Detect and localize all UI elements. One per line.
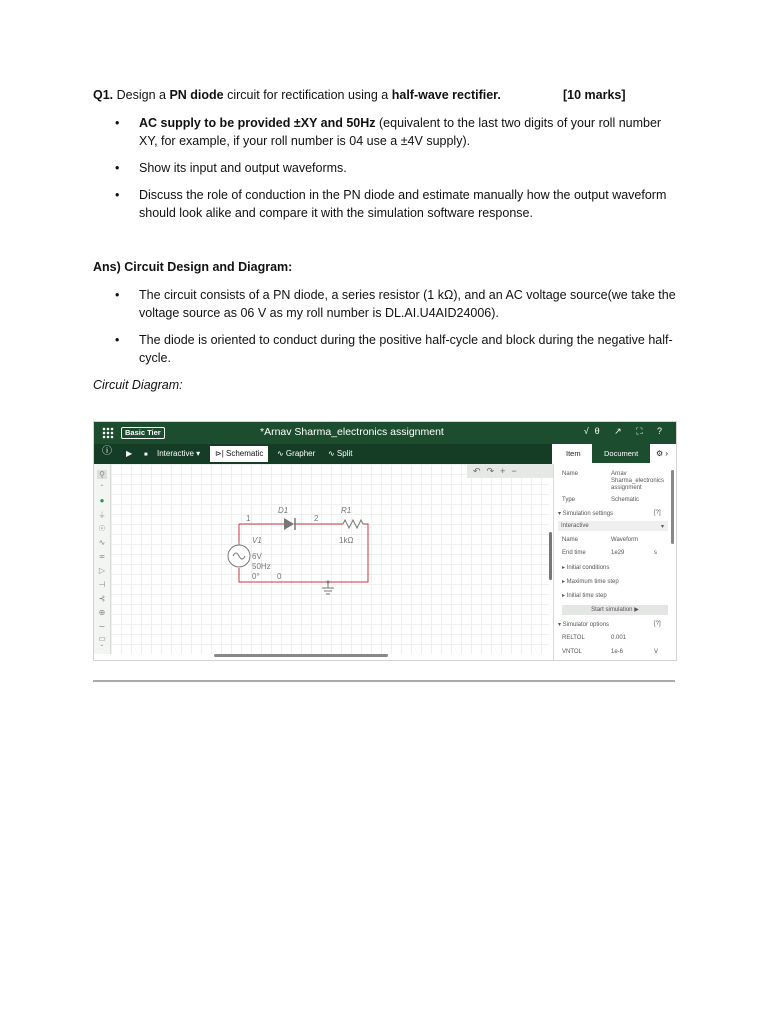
stop-icon[interactable]: ■ (144, 452, 148, 458)
canvas-tools[interactable]: ↶↷+− (467, 464, 553, 478)
mode-dropdown[interactable]: Interactive ▾ (157, 449, 201, 458)
reltol-label: RELTOL (562, 635, 585, 641)
tab-document[interactable]: Document (592, 444, 650, 463)
circuit-diagram (111, 464, 549, 654)
component-palette (94, 464, 111, 654)
question-text-1: Design a (113, 88, 170, 102)
simulator-options-toggle[interactable]: ▾ Simulator options (558, 622, 610, 628)
help-link-1[interactable]: [?] (654, 510, 661, 516)
gear-icon[interactable]: ⚙ › (656, 449, 669, 458)
canvas-vertical-scrollbar[interactable] (549, 532, 552, 580)
diode-symbol[interactable] (284, 518, 294, 530)
play-icon[interactable]: ▶ (126, 449, 133, 458)
source-frequency: 50Hz (252, 562, 271, 571)
tab-schematic[interactable]: ⊳| Schematic (210, 446, 268, 462)
question-text-2: circuit for rectification using a (223, 88, 392, 102)
initial-time-step-toggle[interactable]: ▸ Initial time step (562, 593, 607, 599)
logic-icon[interactable]: ▭ (98, 634, 106, 643)
node-label-1: 1 (246, 514, 251, 523)
max-time-step-toggle[interactable]: ▸ Maximum time step (562, 579, 619, 585)
ground-icon[interactable]: ⏚ (98, 511, 106, 520)
app-titlebar (94, 422, 676, 444)
apps-grid-icon[interactable] (102, 427, 114, 439)
resistor-icon[interactable]: ∿ (98, 538, 106, 547)
simulator-screenshot (93, 421, 677, 661)
question-number: Q1. (93, 88, 114, 102)
vntol-field[interactable]: 1e-6 (611, 649, 624, 655)
bullet-bold: AC supply to be provided ±XY and 50Hz (139, 116, 376, 130)
initial-conditions-toggle[interactable]: ▸ Initial conditions (562, 565, 610, 571)
name-value-line-1: Arnav (611, 471, 627, 477)
canvas-horizontal-scrollbar[interactable] (214, 654, 388, 657)
answer-heading: Ans) Circuit Design and Diagram: (93, 260, 293, 274)
end-time-unit: s (654, 550, 657, 556)
name-label: Name (562, 471, 579, 477)
diagram-caption: Circuit Diagram: (93, 378, 183, 392)
name-value-line-2: Sharma_electronics (611, 478, 665, 484)
node-label-0: 0 (277, 572, 282, 581)
end-time-field[interactable]: 1e29 (611, 550, 625, 556)
title-action-icons[interactable]: √θ ↗ ⛶ ? (583, 426, 668, 436)
resistor-label: R1 (341, 506, 352, 515)
reltol-field[interactable]: 0.001 (611, 635, 627, 641)
simulation-settings-toggle[interactable]: ▾ Simulation settings (558, 511, 614, 517)
question-bold-2: half-wave rectifier. (391, 88, 501, 102)
search-icon[interactable]: ⚲ (97, 470, 107, 479)
diode-label: D1 (278, 506, 289, 515)
tab-grapher[interactable]: ∿ Grapher (277, 449, 316, 458)
bullet-text: Discuss the role of conduction in the PN diode and estimate manually how the output waveform should look alike and compare it with the simulation software response. (139, 188, 667, 220)
question-bullet (93, 159, 678, 177)
bullet-text: Show its input and output waveforms. (139, 161, 347, 175)
select-caret-icon: ▾ (660, 524, 664, 530)
start-simulation-button[interactable]: Start simulation ▶ (562, 605, 668, 615)
vntol-label: VNTOL (562, 649, 582, 655)
section-divider (93, 680, 675, 682)
source-icon[interactable]: ☉ (98, 524, 106, 533)
vntol-unit: V (654, 649, 659, 655)
info-icon[interactable]: ⓘ (102, 446, 112, 457)
question-bold-1: PN diode (169, 88, 224, 102)
answer-bullet: • The diode is oriented to conduct during the positive half-cycle and block during the negative half-cycle. (93, 331, 678, 367)
type-label: Type (562, 497, 576, 503)
tier-badge[interactable]: Basic Tier (121, 427, 165, 439)
capacitor-icon[interactable]: ⊣ (98, 580, 106, 589)
source-phase: 0° (252, 572, 260, 581)
properties-tabs (552, 444, 676, 464)
chevron-down-icon[interactable]: ˇ (100, 644, 104, 653)
resistor-value: 1kΩ (339, 536, 354, 545)
question-bullets (93, 114, 678, 222)
help-link-2[interactable]: [?] (654, 621, 661, 627)
node-label-2: 2 (314, 514, 319, 523)
end-time-label: End time (562, 550, 586, 556)
question-bullet (93, 114, 678, 150)
diode-icon[interactable]: ⊰ (98, 594, 106, 603)
document-body (93, 86, 678, 394)
properties-scrollbar[interactable] (671, 470, 674, 544)
name-value-line-3: assignment (611, 485, 642, 491)
document-title: *Arnav Sharma_electronics assignment (260, 426, 444, 438)
answer-bullets (93, 286, 678, 367)
tab-split[interactable]: ∿ Split (328, 449, 353, 458)
question-line (93, 86, 678, 106)
tab-item[interactable]: Item (566, 449, 581, 458)
bullet-text: (equivalent to the last two digits of your roll number XY, for example, if your roll number is 04 use a ±4V supply). (139, 116, 662, 148)
name2-label: Name (562, 537, 579, 543)
inductor-icon[interactable]: ≖ (98, 552, 106, 561)
question-marks: [10 marks] (563, 88, 626, 102)
opamp-icon[interactable]: ▷ (98, 566, 106, 575)
mode-select[interactable] (558, 521, 668, 531)
type-value: Schematic (611, 497, 640, 503)
resistor-symbol[interactable] (343, 520, 363, 528)
name2-field[interactable]: Waveform (611, 537, 639, 543)
answer-bullet: • The circuit consists of a PN diode, a series resistor (1 kΩ), and an AC voltage source(we take the voltage source as 06 V as my roll number is DL.AI.U4AID24006). (93, 286, 678, 322)
question-bullet (93, 186, 678, 222)
transistor-icon[interactable]: ⊕ (98, 608, 106, 617)
properties-panel (553, 464, 677, 660)
junction-dot (327, 581, 330, 584)
schematic-canvas[interactable] (111, 464, 549, 654)
source-amplitude: 6V (252, 552, 262, 561)
chevron-up-icon[interactable]: ˆ (100, 484, 104, 493)
source-label: V1 (252, 536, 262, 545)
mode-select-value: Interactive (561, 523, 589, 529)
probe-icon[interactable]: ● (99, 496, 105, 505)
switch-icon[interactable]: ∼ (98, 622, 106, 631)
